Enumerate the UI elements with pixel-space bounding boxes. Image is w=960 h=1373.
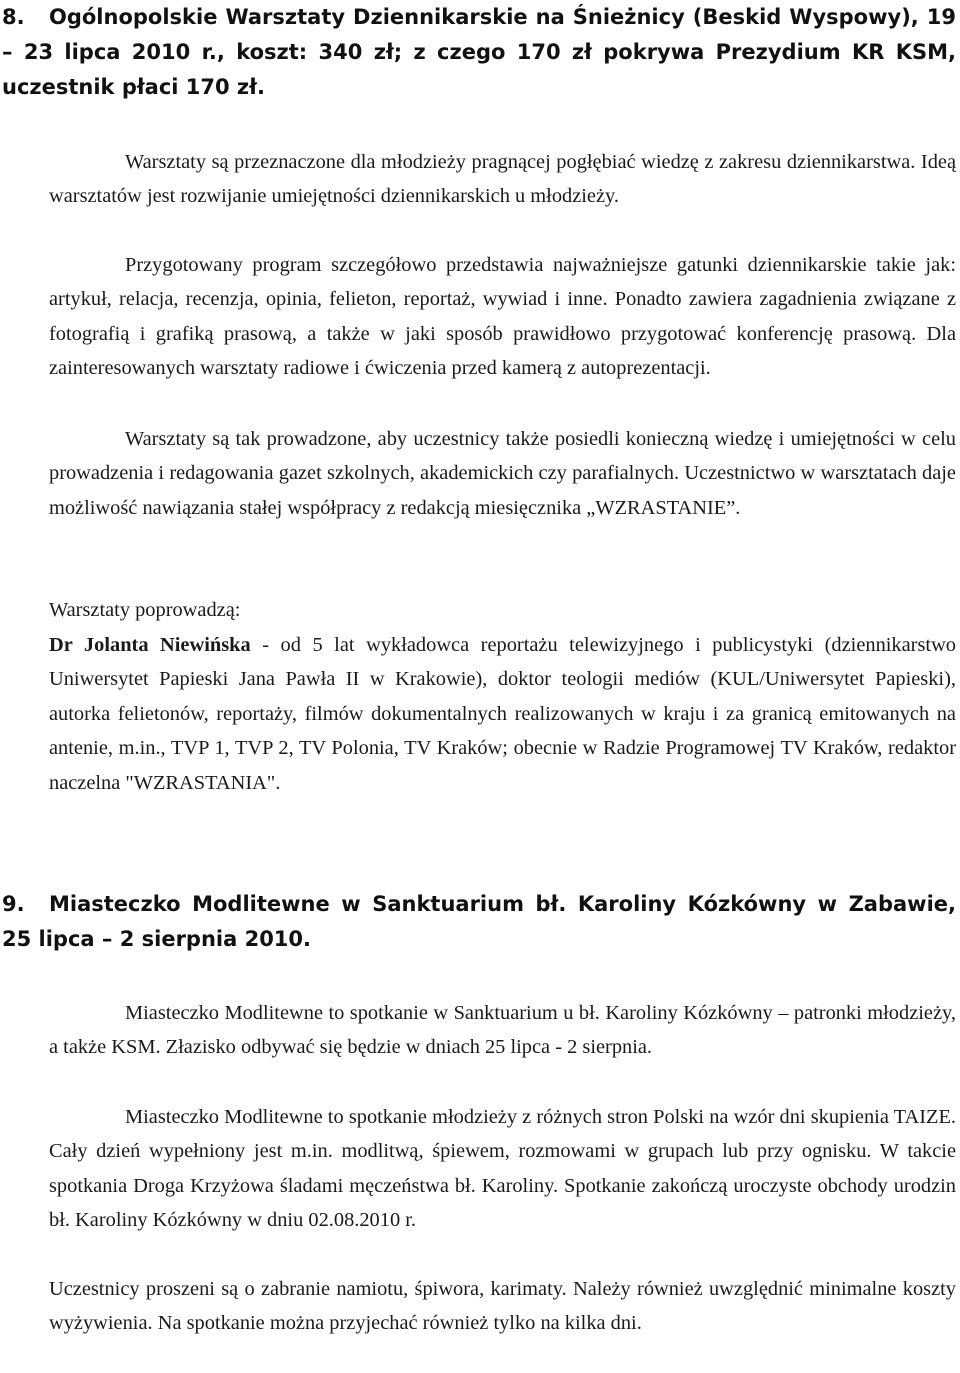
- lecturers-label-block: [49, 593, 956, 627]
- section-8-title: Ogólnopolskie Warsztaty Dziennikarskie na Śnieżnicy (Beskid Wyspowy), 19 – 23 lipca 2010 r., koszt: 340 zł; z czego 170 zł pokrywa Prezydium KR KSM, uczestnik płaci 170 zł.: [2, 5, 956, 99]
- section-8-heading: [2, 0, 956, 105]
- section-8-paragraph-2-block: [49, 248, 956, 386]
- section-9-heading: [2, 887, 956, 957]
- section-8-paragraph-1: Warsztaty są przeznaczone dla młodzieży pragnącej pogłębiać wiedzę z zakresu dziennikarstwa. Ideą warsztatów jest rozwijanie umiejętności dziennikarskich u młodzieży.: [49, 151, 956, 208]
- section-9-paragraph-1-block: [49, 996, 956, 1065]
- lecturers-label: Warsztaty poprowadzą:: [49, 599, 241, 621]
- lecturer-bio: - od 5 lat wykładowca reportażu telewizyjnego i publicystyki (dziennikarstwo Uniwersytet Papieski Jana Pawła II w Krakowie), doktor teologii mediów (KUL/Uniwersytet Papieski), autorka felietonów, reportaży, filmów dokumentalnych realizowanych w kraju i za granicą emitowanych na antenie, m.in., TVP 1, TVP 2, TV Polonia, TV Kraków; obecnie w Radzie Programowej TV Kraków, redaktor naczelna "WZRASTANIA".: [49, 634, 956, 794]
- section-9-number: 9.: [2, 892, 25, 916]
- lecturer-block: [49, 628, 956, 800]
- section-9-paragraph-2-block: [49, 1100, 956, 1238]
- section-9-paragraph-3-block: [49, 1272, 956, 1341]
- section-9-paragraph-1: Miasteczko Modlitewne to spotkanie w Sanktuarium u bł. Karoliny Kózkówny – patronki młodzieży, a także KSM. Złazisko odbywać się będzie w dniach 25 lipca - 2 sierpnia.: [49, 1002, 956, 1059]
- section-8-paragraph-1-block: [49, 145, 956, 214]
- section-8-paragraph-2: Przygotowany program szczegółowo przedstawia najważniejsze gatunki dziennikarskie takie jak: artykuł, relacja, recenzja, opinia, felieton, reportaż, wywiad i inne. Ponadto zawiera zagadnienia związane z fotografią i grafiką prasową, a także w jaki sposób prawidłowo przygotować konferencję prasową. Dla zainteresowanych warsztaty radiowe i ćwiczenia przed kamerą z autoprezentacji.: [49, 254, 956, 380]
- section-8-paragraph-3: Warsztaty są tak prowadzone, aby uczestnicy także posiedli konieczną wiedzę i umiejętności w celu prowadzenia i redagowania gazet szkolnych, akademickich czy parafialnych. Uczestnictwo w warsztatach daje możliwość nawiązania stałej współpracy z redakcją miesięcznika „WZRASTANIE”.: [49, 428, 956, 519]
- lecturer-name: Dr Jolanta Niewińska: [49, 634, 251, 656]
- section-8-number: 8.: [2, 5, 25, 29]
- section-9-paragraph-2: Miasteczko Modlitewne to spotkanie młodzieży z różnych stron Polski na wzór dni skupienia TAIZE. Cały dzień wypełniony jest m.in. modlitwą, śpiewem, rozmowami w grupach lub przy ognisku. W takcie spotkania Droga Krzyżowa śladami męczeństwa bł. Karoliny. Spotkanie zakończą uroczyste obchody urodzin bł. Karoliny Kózkówny w dniu 02.08.2010 r.: [49, 1106, 956, 1232]
- section-9-title: Miasteczko Modlitewne w Sanktuarium bł. Karoliny Kózkówny w Zabawie, 25 lipca – 2 sierpnia 2010.: [2, 892, 956, 951]
- section-8-paragraph-3-block: [49, 422, 956, 525]
- lecturer-paragraph: [49, 628, 956, 800]
- section-9-paragraph-3: Uczestnicy proszeni są o zabranie namiotu, śpiwora, karimaty. Należy również uwzględnić minimalne koszty wyżywienia. Na spotkanie można przyjechać również tylko na kilka dni.: [49, 1278, 956, 1335]
